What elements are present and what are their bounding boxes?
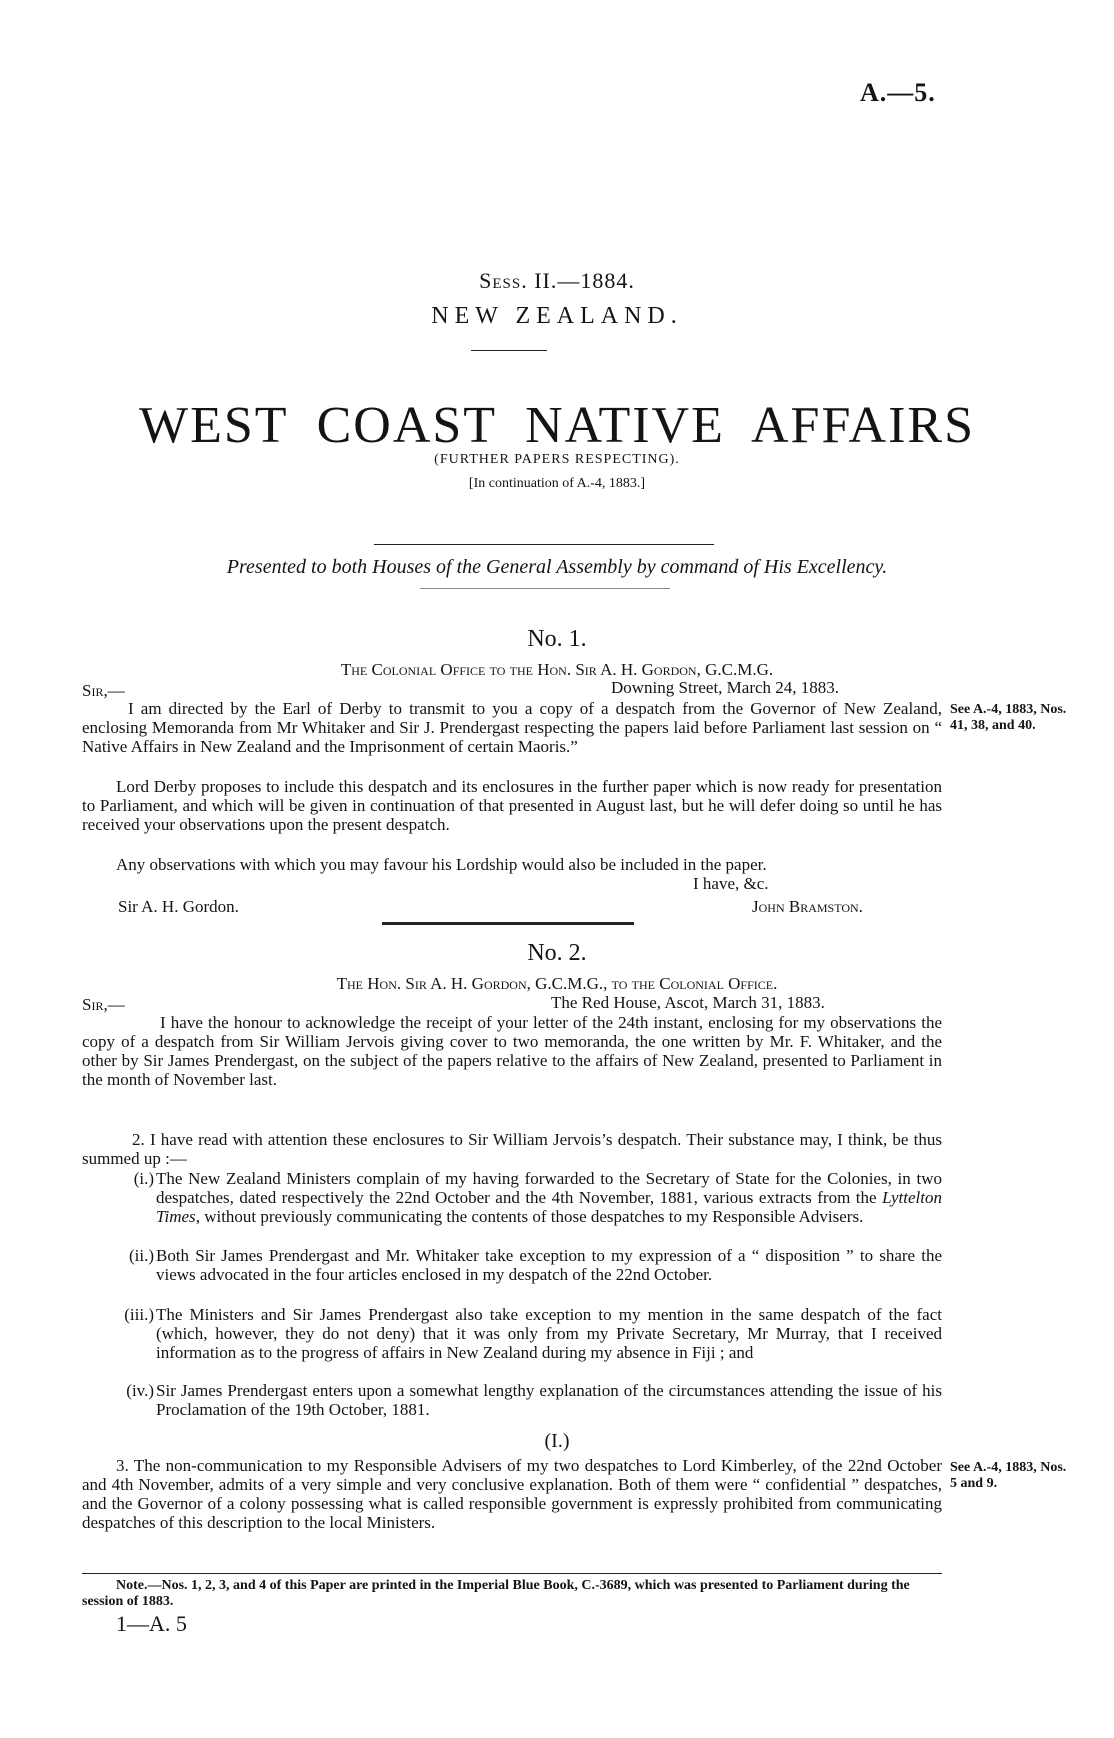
summary-item-text: Sir James Prendergast enters upon a somewhat lengthy explanation of the circumstances attending the issue of his Proclamation of the 19th October, 1881.: [156, 1381, 942, 1419]
footnote: Note.—Nos. 1, 2, 3, and 4 of this Paper are printed in the Imperial Blue Book, C.-3689, which was presented to Parliament during the session of 1883.: [82, 1578, 910, 1609]
title-divider-short: [471, 350, 547, 351]
letter2-margin-note: See A.-4, 1883, Nos. 5 and 9.: [950, 1460, 1067, 1491]
letter1-paragraph-2: Lord Derby proposes to include this despatch and its enclosures in the further paper which is now ready for presentation to Parliament, and which will be given in continuation of that presented in August last, but he will defer doing so until he has received your observations upon the present despatch.: [82, 777, 942, 834]
letter1-from-to: The Colonial Office to the Hon. Sir A. H. Gordon, G.C.M.G.: [340, 660, 774, 679]
doc-reference: A.—5.: [860, 78, 936, 107]
country-line: NEW ZEALAND.: [431, 303, 683, 329]
session-line: Sess. II.—1884.: [479, 268, 635, 293]
letter2-paragraph-3: 3. The non-communication to my Responsible Advisers of my two despatches to Lord Kimberley, of the 22nd October and 4th November, admits of a very simple and very conclusive explanation. Both of them were “ confidential ” despatches, and the Governor of a colony possessing what is called responsible government is expressly prohibited from communicating despatches of this description to the local Ministers.: [82, 1456, 942, 1532]
letter1-closing: I have, &c.: [693, 874, 769, 893]
presented-line: Presented to both Houses of the General Assembly by command of His Excellency.: [226, 556, 888, 578]
letter1-date-line: Downing Street, March 24, 1883.: [611, 678, 840, 697]
letter2-date-line: The Red House, Ascot, March 31, 1883.: [551, 993, 825, 1012]
summary-item-text: The Ministers and Sir James Prendergast also take exception to my mention in the same despatch of the fact (which, however, they do not deny) that it was only from my Private Secretary, Mr Murray, that I received information as to the progress of affairs in New Zealand during my absence in Fiji ; and: [156, 1305, 942, 1362]
page-reference: 1—A. 5: [116, 1611, 187, 1636]
section-heading: (I.): [544, 1430, 570, 1452]
letter2-heading: No. 2.: [527, 940, 587, 966]
summary-item-number: (iv.): [126, 1381, 154, 1400]
letter1-addressee: Sir A. H. Gordon.: [118, 897, 239, 916]
summary-item-number: (i.): [133, 1169, 154, 1188]
summary-item-text: The New Zealand Ministers complain of my having forwarded to the Secretary of State for the Colonies, in two despatches, dated respectively the 22nd October and the 4th November, 1881, various extracts from the Lyttelton Times, without previously communicating the contents of those despatches to my Responsible Advisers.: [156, 1169, 942, 1226]
letter2-from-to: The Hon. Sir A. H. Gordon, G.C.M.G., to the Colonial Office.: [336, 974, 778, 993]
continuation-note: [In continuation of A.-4, 1883.]: [468, 476, 646, 491]
presented-rule-top: [374, 544, 714, 545]
letter2-salutation: Sir,—: [82, 995, 125, 1014]
letter2-paragraph-2: 2. I have read with attention these enclosures to Sir William Jervois’s despatch. Their substance may, I think, be thus summed up :—: [82, 1130, 942, 1168]
letter2-paragraph-1: I have the honour to acknowledge the receipt of your letter of the 24th instant, enclosing for my observations the copy of a despatch from Sir William Jervois giving cover to two memoranda, the one written by Mr. F. Whitaker, and the other by Sir James Prendergast, on the subject of the papers relative to the affairs of New Zealand, presented to Parliament in the month of November last.: [82, 1013, 942, 1089]
letter1-paragraph-3: Any observations with which you may favour his Lordship would also be included in the paper.: [116, 855, 767, 874]
letter1-margin-note: See A.-4, 1883, Nos. 41, 38, and 40.: [950, 702, 1067, 733]
page-subtitle: (FURTHER PAPERS RESPECTING).: [434, 452, 680, 467]
page-title: WEST COAST NATIVE AFFAIRS: [139, 397, 975, 454]
letter1-divider: [382, 922, 634, 925]
presented-rule-bottom: [420, 588, 670, 589]
footnote-rule: [82, 1573, 942, 1574]
summary-item-number: (iii.): [124, 1305, 154, 1324]
letter1-paragraph-1: I am directed by the Earl of Derby to transmit to you a copy of a despatch from the Governor of New Zealand, enclosing Memoranda from Mr Whitaker and Sir J. Prendergast respecting the papers laid before Parliament last session on “ Native Affairs in New Zealand and the Imprisonment of certain Maoris.”: [82, 699, 942, 756]
letter1-heading: No. 1.: [527, 626, 587, 652]
letter1-signature: John Bramston.: [752, 897, 863, 916]
summary-item-number: (ii.): [128, 1246, 154, 1265]
summary-item-text: Both Sir James Prendergast and Mr. Whitaker take exception to my expression of a “ disposition ” to share the views advocated in the four articles enclosed in my despatch of the 22nd October.: [156, 1246, 942, 1284]
letter1-salutation: Sir,—: [82, 681, 125, 700]
